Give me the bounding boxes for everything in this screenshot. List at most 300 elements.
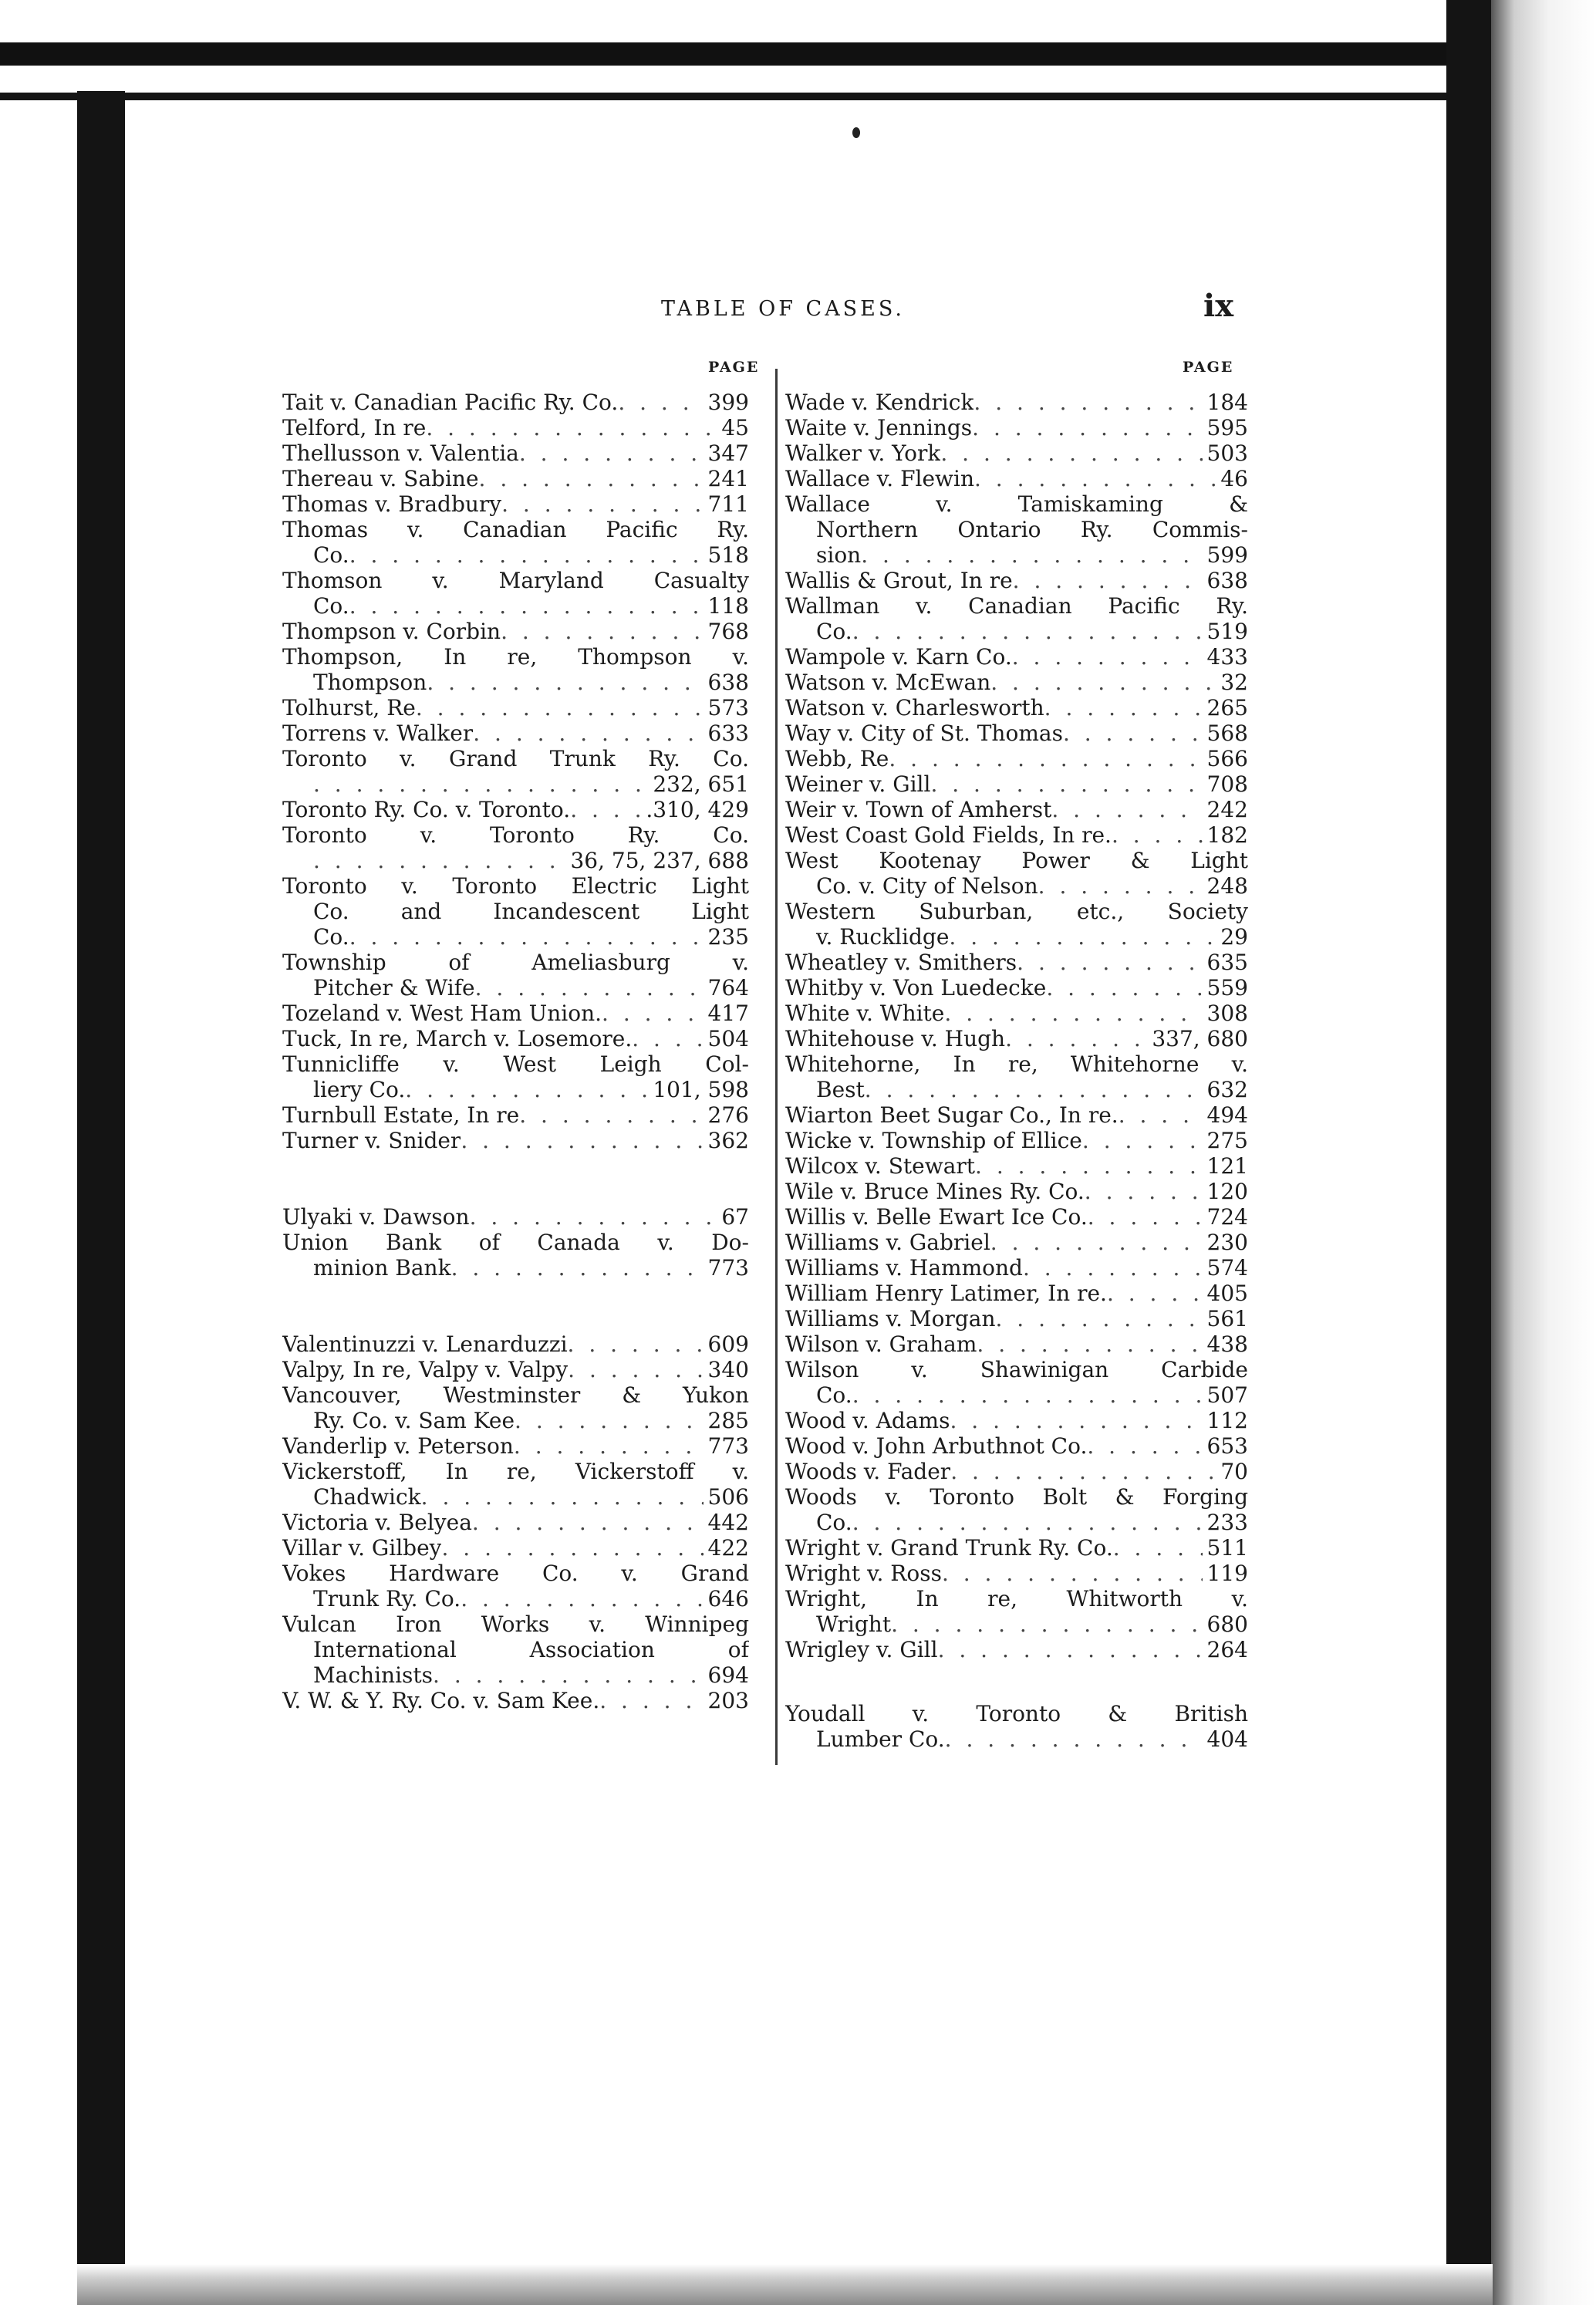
page-reference: 242 [1206,797,1248,822]
case-entry-row [785,771,1248,797]
case-entry [785,1408,1248,1433]
case-entry [282,1102,749,1128]
case-entry [785,670,1248,695]
case-entry-row [785,975,1248,1001]
case-entry-row [282,924,749,950]
case-name: Watson v. Charlesworth [785,695,1044,721]
case-entry [282,1611,749,1688]
scan-border-right [1446,0,1491,2305]
case-name: Best [816,1077,865,1102]
case-name: Wheatley v. Smithers [785,950,1017,975]
case-entry-row [785,721,1248,746]
case-entry [785,440,1248,466]
dot-leader [349,593,704,619]
page-reference: 29 [1220,924,1248,950]
case-entry-row [785,822,1248,848]
dot-leader [473,721,703,746]
case-entry-row [282,1102,749,1128]
case-entry-row [282,975,749,1001]
case-entry-row [282,1077,749,1102]
case-name: William Henry Latimer, In re. [785,1281,1107,1306]
case-entry [785,466,1248,491]
case-name-line: Toronto v. Toronto Ry. Co. [282,822,749,848]
case-entry [785,1153,1248,1179]
case-entry-row [785,1230,1248,1255]
case-name-line: Toronto v. Toronto Electric Light [282,873,749,899]
case-name: Thompson [313,670,427,695]
page-reference: 573 [707,695,749,721]
case-name: Thomas v. Bradbury [282,491,502,517]
dot-leader [1051,797,1202,822]
page-reference: 680 [1206,1611,1248,1637]
case-entry-row [282,440,749,466]
dot-leader [514,1433,704,1459]
page-reference: 638 [707,670,749,695]
case-entry [785,1484,1248,1535]
case-entry-row [282,1128,749,1153]
section-gap [282,1153,749,1204]
page-reference: 118 [707,593,749,619]
case-entry-row [785,1255,1248,1281]
case-name-line: Township of Ameliasburg v. [282,950,749,975]
case-name: liery Co. [313,1077,406,1102]
case-entry [785,1026,1248,1051]
case-name-line: Youdall v. Toronto & British [785,1701,1248,1726]
dot-leader [990,1230,1203,1255]
case-entry-row [282,1510,749,1535]
page-reference: 119 [1206,1561,1248,1586]
case-name-line: Thomson v. Maryland Casualty [282,568,749,593]
case-name-line: Vulcan Iron Works v. Winnipeg [282,1611,749,1637]
dot-leader [441,1535,703,1561]
case-entry-row [785,1726,1248,1752]
case-name: Whitehouse v. Hugh [785,1026,1006,1051]
case-name: Valpy, In re, Valpy v. Valpy [282,1357,569,1382]
case-name: Ry. Co. v. Sam Kee [313,1408,515,1433]
page-reference: 248 [1206,873,1248,899]
case-name: minion Bank [313,1255,451,1281]
case-entry [785,1204,1248,1230]
left-column [282,390,749,1713]
case-entry [785,1586,1248,1637]
page-reference: 635 [1206,950,1248,975]
page-reference: 233 [1206,1510,1248,1535]
case-entry-row [282,1204,749,1230]
case-name: Co. [816,1382,852,1408]
case-entry-row [785,644,1248,670]
page-reference: 112 [1206,1408,1248,1433]
case-name: Vanderlip v. Peterson [282,1433,514,1459]
case-name: Telford, In re [282,415,427,440]
dot-leader [632,1026,703,1051]
case-name: West Coast Gold Fields, In re. [785,822,1112,848]
case-name: Toronto Ry. Co. v. Toronto. [282,797,571,822]
case-name: Valentinuzzi v. Lenarduzzi [282,1331,568,1357]
case-name: sion [816,542,862,568]
case-entry [785,390,1248,415]
case-entry [282,1357,749,1382]
dot-leader [433,1662,704,1688]
dot-leader [501,619,703,644]
page-reference: 632 [1206,1077,1248,1102]
case-name: Wampole v. Karn Co. [785,644,1012,670]
page-reference: 32 [1220,670,1248,695]
case-name: Wile v. Bruce Mines Ry. Co. [785,1179,1085,1204]
dot-leader [889,746,1202,771]
case-entry-row [785,1459,1248,1484]
case-name: Williams v. Hammond [785,1255,1023,1281]
case-entry [785,1561,1248,1586]
dot-leader [427,670,703,695]
dot-leader [940,440,1202,466]
case-entry-row [785,1102,1248,1128]
case-entry [785,1357,1248,1408]
case-entry-row [785,924,1248,950]
dot-leader [568,1331,704,1357]
case-name: Williams v. Gabriel [785,1230,990,1255]
case-name: Whitby v. Von Luedecke [785,975,1047,1001]
dot-leader [475,975,704,1001]
case-entry [282,491,749,517]
page-reference: 773 [707,1433,749,1459]
case-entry-row [785,1561,1248,1586]
case-entry-row [282,415,749,440]
dot-leader [942,1561,1203,1586]
dot-leader [865,1077,1203,1102]
case-name: V. W. & Y. Ry. Co. v. Sam Kee. [282,1688,600,1713]
case-entry [785,721,1248,746]
case-name-line: Toronto v. Grand Trunk Ry. Co. [282,746,749,771]
dot-leader [852,1510,1203,1535]
case-name: Tait v. Canadian Pacific Ry. Co. [282,390,619,415]
page-reference: 724 [1206,1204,1248,1230]
column-header-left: PAGE [708,359,760,376]
case-entry-row [785,1637,1248,1662]
right-column [785,390,1248,1752]
dot-leader [944,1001,1202,1026]
page-reference: 559 [1206,975,1248,1001]
page-reference: 768 [707,619,749,644]
dot-leader [972,415,1202,440]
case-name: Wilcox v. Stewart [785,1153,976,1179]
dot-leader [1119,1102,1203,1128]
case-name: Wicke v. Township of Ellice [785,1128,1082,1153]
case-name: Wrigley v. Gill [785,1637,938,1662]
case-name: Chadwick [313,1484,421,1510]
page-reference: 405 [1206,1281,1248,1306]
dot-leader [1044,695,1203,721]
case-entry [785,1001,1248,1026]
case-name: Thellusson v. Valentia [282,440,519,466]
case-entry [785,1459,1248,1484]
scan-border-top-inner [0,93,1512,100]
dot-leader [470,1204,717,1230]
case-entry-row [785,1382,1248,1408]
case-entry [785,1331,1248,1357]
page-reference: 503 [1206,440,1248,466]
case-entry-row [282,721,749,746]
case-entry-row [282,1357,749,1382]
case-entry-row [282,466,749,491]
dot-leader [974,466,1216,491]
case-entry [282,721,749,746]
dot-leader [479,466,704,491]
case-name: Walker v. York [785,440,941,466]
page-reference: 275 [1206,1128,1248,1153]
page-reference: 45 [721,415,749,440]
case-entry-row [785,1128,1248,1153]
case-entry [785,1281,1248,1306]
column-header-right: PAGE [1183,359,1234,376]
page-reference: 518 [707,542,749,568]
dot-leader [852,1382,1203,1408]
case-name: Wood v. Adams [785,1408,950,1433]
page-reference: 121 [1206,1153,1248,1179]
dot-leader [461,1586,703,1611]
case-entry-row [282,542,749,568]
case-name: White v. White [785,1001,945,1026]
case-name: Tuck, In re, March v. Losemore. [282,1026,633,1051]
case-entry [785,415,1248,440]
dot-leader [602,1001,704,1026]
case-entry-row [282,1331,749,1357]
case-entry [282,1230,749,1281]
case-name: Woods v. Fader [785,1459,951,1484]
dot-leader [1063,721,1203,746]
page-reference: 46 [1220,466,1248,491]
page-reference: 708 [1206,771,1248,797]
dot-leader [977,1331,1202,1357]
dot-leader [349,542,704,568]
page-reference: 773 [707,1255,749,1281]
page-reference: 653 [1206,1433,1248,1459]
page-reference: 36, 75, 237, 688 [570,848,749,873]
case-entry [282,1382,749,1433]
case-name-line: Whitehorne, In re, Whitehorne v. [785,1051,1248,1077]
dot-leader [1112,822,1203,848]
dot-leader [451,1255,704,1281]
case-entry-row [785,797,1248,822]
page-reference: 241 [707,466,749,491]
case-entry-row [785,1204,1248,1230]
case-entry-row [785,466,1248,491]
dot-leader [990,670,1216,695]
dot-leader [405,1077,648,1102]
page-reference: 337, 680 [1152,1026,1248,1051]
case-entry [785,695,1248,721]
case-entry-row [785,1026,1248,1051]
case-name: Co. [816,619,852,644]
case-entry-row [282,1026,749,1051]
case-entry-row [785,568,1248,593]
dot-leader [1005,1026,1147,1051]
case-name: Villar v. Gilbey [282,1535,442,1561]
case-name: Wallis & Grout, In re [785,568,1013,593]
dot-leader [950,1408,1202,1433]
case-name: Co. v. City of Nelson [816,873,1038,899]
case-entry [282,1561,749,1611]
dot-leader [938,1637,1203,1662]
case-entry [282,1001,749,1026]
case-entry [785,797,1248,822]
dot-leader [852,619,1203,644]
case-entry [282,466,749,491]
case-entry [282,1204,749,1230]
ink-dot [852,127,860,138]
case-name: Weir v. Town of Amherst [785,797,1052,822]
page-reference: 638 [1206,568,1248,593]
case-name-line: Wallace v. Tamiskaming & [785,491,1248,517]
page-reference: 347 [707,440,749,466]
case-entry-row [785,695,1248,721]
case-name: Weiner v. Gill [785,771,931,797]
case-entry-row [282,771,749,797]
case-name: Co. [816,1510,852,1535]
page-reference: 494 [1206,1102,1248,1128]
case-entry-row [785,415,1248,440]
case-entry [785,1701,1248,1752]
case-entry-row [282,1535,749,1561]
page-reference: 276 [707,1102,749,1128]
page-reference: 595 [1206,415,1248,440]
case-name-line: Vancouver, Westminster & Yukon [282,1382,749,1408]
page-reference: 182 [1206,822,1248,848]
case-entry-row [282,695,749,721]
case-entry-row [282,1433,749,1459]
case-name-line: West Kootenay Power & Light [785,848,1248,873]
dot-leader [891,1611,1202,1637]
page-reference: 230 [1206,1230,1248,1255]
case-name-line: Co. and Incandescent Light [313,899,749,924]
case-entry [282,644,749,695]
page-reference: 568 [1206,721,1248,746]
page-reference: 67 [721,1204,749,1230]
case-entry-row [282,1255,749,1281]
dot-leader [1082,1128,1203,1153]
case-entry-row [785,670,1248,695]
case-entry-row [282,670,749,695]
case-name: Willis v. Belle Ewart Ice Co. [785,1204,1088,1230]
case-entry [282,1688,749,1713]
case-entry-row [785,1611,1248,1637]
case-name-line: Thomas v. Canadian Pacific Ry. [282,517,749,542]
page-reference: 694 [707,1662,749,1688]
dot-leader [1107,1281,1203,1306]
case-entry [282,1433,749,1459]
case-entry-row [282,1586,749,1611]
case-entry-row [785,440,1248,466]
case-entry-row [282,1001,749,1026]
case-name: Co. [313,542,349,568]
case-entry-row [785,542,1248,568]
case-entry-row [785,1153,1248,1179]
case-name-line: Northern Ontario Ry. Commis- [816,517,1248,542]
page-reference: 633 [707,721,749,746]
page-reference: 711 [707,491,749,517]
case-entry-row [282,491,749,517]
case-entry [282,619,749,644]
dot-leader [426,415,717,440]
dot-leader [949,924,1216,950]
case-entry-row [785,1077,1248,1102]
page-reference: 417 [707,1001,749,1026]
case-entry-row [785,1331,1248,1357]
case-entry [785,1535,1248,1561]
dot-leader [568,1357,703,1382]
case-name: Turnbull Estate, In re [282,1102,520,1128]
case-name: Way v. City of St. Thomas [785,721,1063,746]
page-reference: 422 [707,1535,749,1561]
page-reference: 340 [707,1357,749,1382]
case-entry [785,771,1248,797]
case-name: Pitcher & Wife [313,975,475,1001]
page-reference: 574 [1206,1255,1248,1281]
dot-leader [519,440,704,466]
case-entry-row [785,619,1248,644]
page-reference: 232, 651 [653,771,749,797]
scan-page-edge [1491,0,1596,2305]
case-name: Co. [313,924,349,950]
case-entry-row [282,1408,749,1433]
case-entry-row [282,1484,749,1510]
page-reference: 511 [1206,1535,1248,1561]
scan-border-bottom [77,2264,1493,2305]
dot-leader [313,771,648,797]
dot-leader [570,797,641,822]
case-entry [282,797,749,822]
case-name: Ulyaki v. Dawson [282,1204,470,1230]
dot-leader [973,390,1202,415]
case-entry [282,1026,749,1051]
case-entry [282,440,749,466]
dot-leader [519,1102,703,1128]
case-name: Torrens v. Walker [282,721,474,746]
case-entry-row [282,1662,749,1688]
case-name: Wright v. Grand Trunk Ry. Co. [785,1535,1113,1561]
case-entry [785,1102,1248,1128]
page-reference: 285 [707,1408,749,1433]
case-entry [282,1051,749,1102]
case-entry [785,848,1248,899]
dot-leader [1023,1255,1203,1281]
scan-border-left [77,91,125,2305]
case-entry-row [282,1688,749,1713]
dot-leader [1012,644,1203,670]
dot-leader [421,1484,704,1510]
dot-leader [930,771,1202,797]
section-gap [282,1281,749,1331]
dot-leader [861,542,1202,568]
dot-leader [515,1408,704,1433]
case-entry-row [785,1433,1248,1459]
case-entry [785,1255,1248,1281]
case-entry [282,873,749,950]
page-reference: 506 [707,1484,749,1510]
case-entry-row [282,848,749,873]
case-entry [282,390,749,415]
dot-leader [1013,568,1203,593]
page-reference: 646 [707,1586,749,1611]
case-entry-row [785,746,1248,771]
dot-leader [1046,975,1202,1001]
case-entry [282,568,749,619]
case-entry-row [282,619,749,644]
dot-leader [1085,1179,1203,1204]
case-entry [785,746,1248,771]
case-name: Wright v. Ross [785,1561,942,1586]
case-entry [785,899,1248,950]
case-name: Thereau v. Sabine [282,466,479,491]
